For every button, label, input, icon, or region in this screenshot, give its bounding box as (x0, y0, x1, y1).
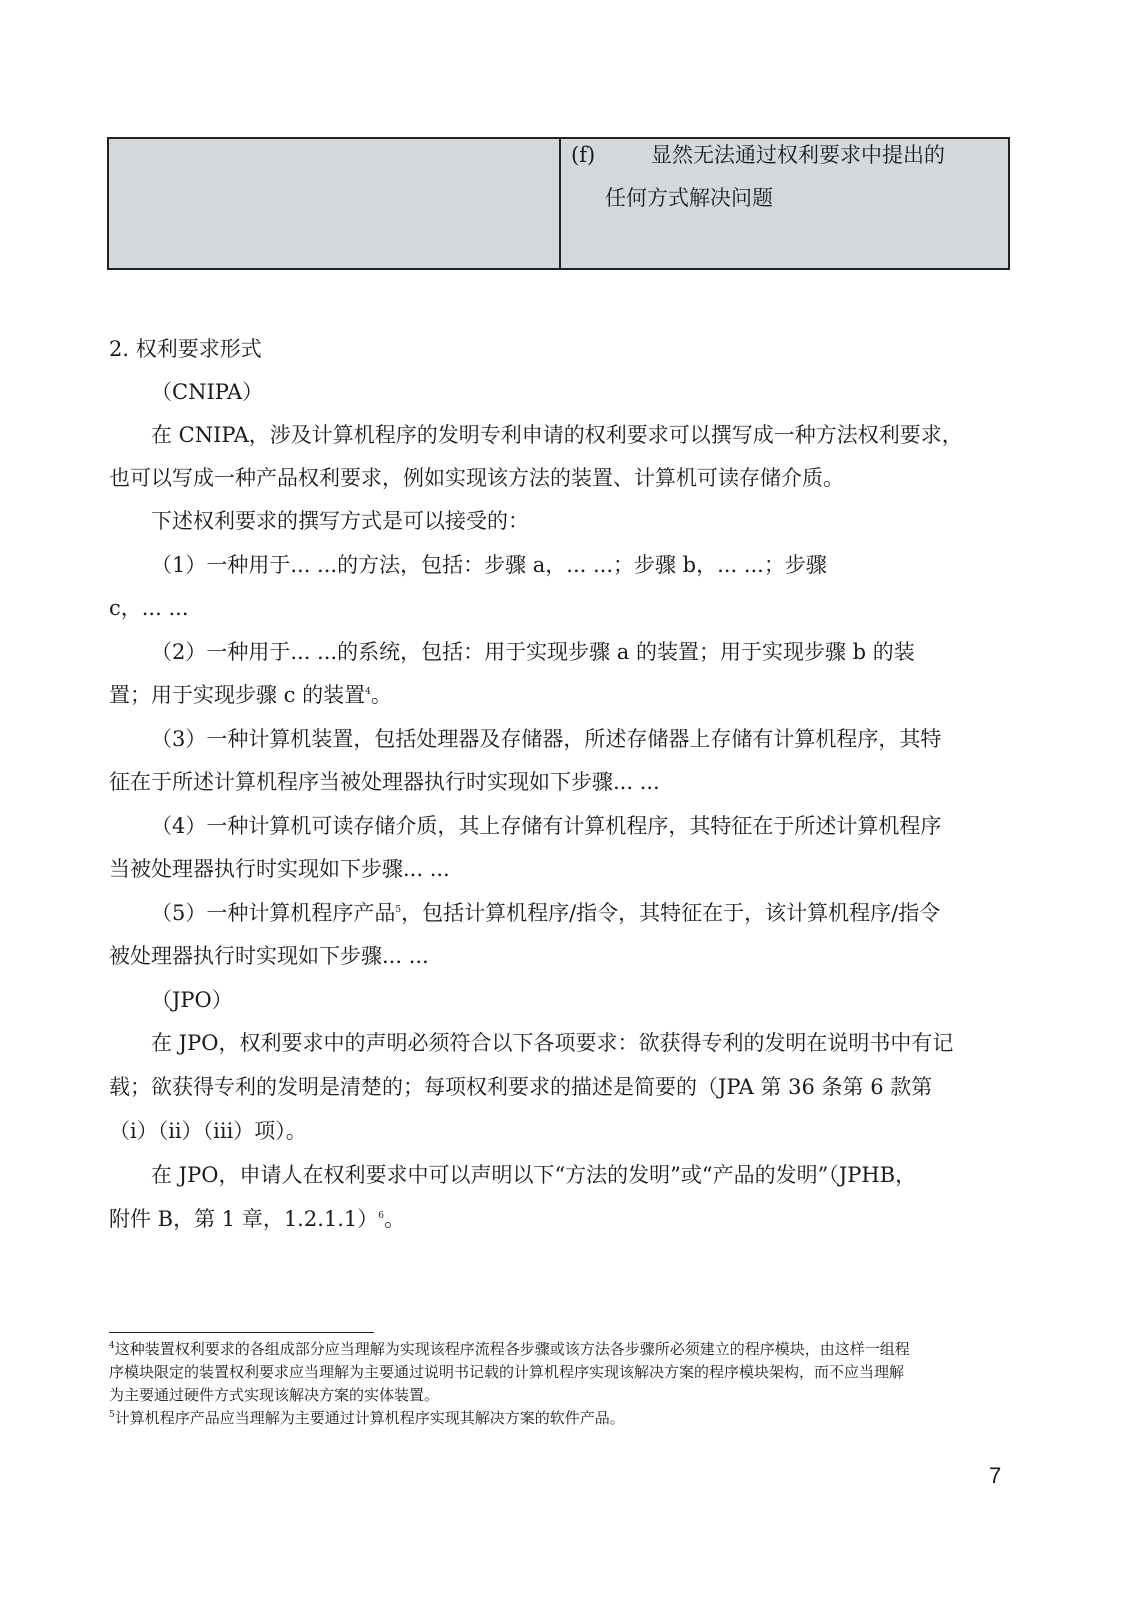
paragraph-line: 在 JPO，申请人在权利要求中可以声明以下“方法的发明”或“产品的发明”（JPHB， (151, 1163, 917, 1187)
subheading-jpo: （JPO） (151, 988, 233, 1012)
list-item-5-cont: 被处理器执行时实现如下步骤... ... (109, 944, 429, 968)
footnote-4-line3: 为主要通过硬件方式实现该解决方案的实体装置。 (109, 1386, 440, 1404)
paragraph-text: （5）一种计算机程序产品 (151, 901, 396, 925)
paragraph-line (109, 1198, 1029, 1241)
table-cell-right (561, 139, 1008, 268)
list-item-4: （4）一种计算机可读存储介质，其上存储有计算机程序，其特征在于所述计算机程序 (151, 814, 942, 838)
paragraph-line: 也可以写成一种产品权利要求，例如实现该方法的装置、计算机可读存储介质。 (109, 466, 844, 490)
list-item-5 (109, 892, 1071, 935)
paragraph-text: ，包括计算机程序/指令，其特征在于，该计算机程序/指令 (401, 901, 941, 925)
table-cell-text: 显然无法通过权利要求中提出的 (651, 143, 945, 167)
paragraph-line: 在 CNIPA，涉及计算机程序的发明专利申请的权利要求可以撰写成一种方法权利要求， (151, 423, 963, 447)
list-item-3: （3）一种计算机装置，包括处理器及存储器，所述存储器上存储有计算机程序，其特 (151, 727, 942, 751)
list-item-4-cont: 当被处理器执行时实现如下步骤... ... (109, 857, 450, 881)
paragraph-line: 在 JPO，权利要求中的声明必须符合以下各项要求：欲获得专利的发明在说明书中有记 (151, 1031, 954, 1055)
footnote-4 (109, 1338, 1027, 1361)
list-item-1-cont: c，... ... (109, 596, 189, 620)
table-cell-line (571, 139, 945, 169)
paragraph-text: 置；用于实现步骤 c 的装置 (109, 683, 366, 707)
list-marker: (f) (571, 143, 596, 167)
footnote-5 (109, 1407, 1027, 1430)
footnote-ref: 5 (395, 905, 402, 915)
continuation-table (107, 137, 1010, 270)
subheading-cnipa: （CNIPA） (151, 380, 264, 404)
list-item-3-cont: 征在于所述计算机程序当被处理器执行时实现如下步骤... ... (109, 770, 660, 794)
table-cell-text: 任何方式解决问题 (605, 186, 773, 210)
footnote-ref: 6 (378, 1211, 385, 1221)
paragraph-line: 下述权利要求的撰写方式是可以接受的： (151, 509, 529, 533)
footnote-text: 这种装置权利要求的各组成部分应当理解为实现该程序流程各步骤或该方法各步骤所必须建立的程序模块，由这样一组程 (114, 1340, 910, 1358)
footnote-number: 5 (109, 1410, 115, 1420)
paragraph-text: 附件 B，第 1 章，1.2.1.1） (109, 1207, 379, 1231)
footnote-4-line2: 序模块限定的装置权利要求应当理解为主要通过说明书记载的计算机程序实现该解决方案的程序模块架构，而不应当理解 (109, 1363, 905, 1381)
section-heading: 2. 权利要求形式 (109, 337, 262, 361)
list-item-2: （2）一种用于... ...的系统，包括：用于实现步骤 a 的装置；用于实现步骤 b 的装 (151, 640, 915, 664)
table-cell-left (109, 139, 561, 268)
page-number: 7 (989, 1463, 1002, 1488)
list-item-1: （1）一种用于... ...的方法，包括：步骤 a，... ...；步骤 b，... ...；步骤 (151, 553, 827, 577)
footnote-ref: 4 (365, 687, 371, 697)
list-item-2-cont (109, 674, 1029, 717)
footnote-number: 4 (109, 1341, 115, 1351)
paragraph-line: 载；欲获得专利的发明是清楚的；每项权利要求的描述是简要的（JPA 第 36 条第 6 款第 (109, 1075, 933, 1099)
footnote-divider (109, 1332, 374, 1333)
paragraph-text: 。 (384, 1207, 406, 1231)
footnotes (109, 1338, 1027, 1430)
paragraph-text: 。 (370, 683, 392, 707)
footnote-text: 计算机程序产品应当理解为主要通过计算机程序实现其解决方案的软件产品。 (114, 1409, 625, 1427)
paragraph-line: （i）（ii）（iii）项）。 (109, 1119, 307, 1143)
